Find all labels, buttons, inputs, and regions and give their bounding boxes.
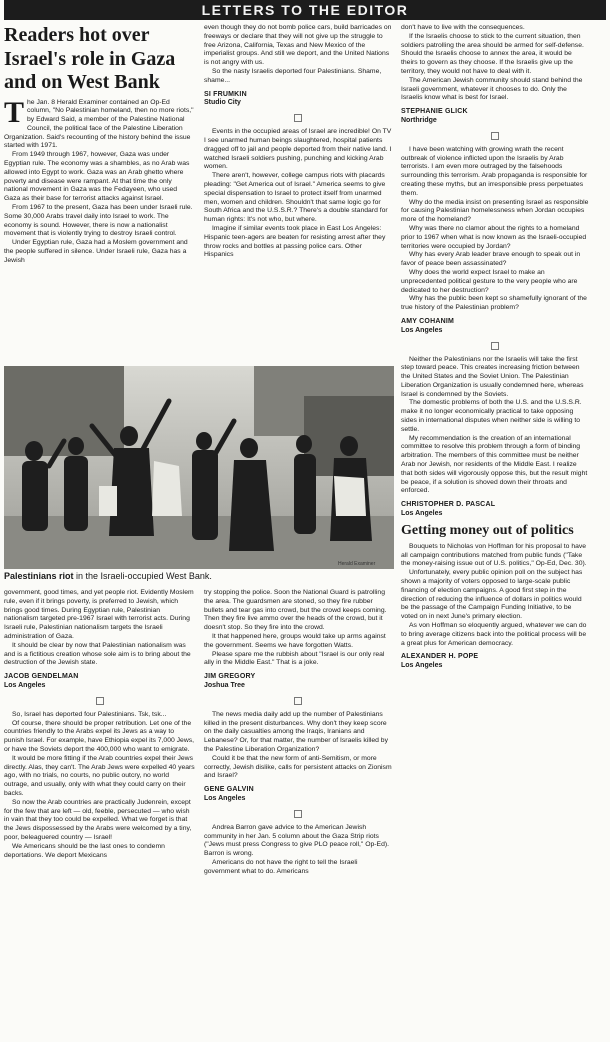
signature-name: SI FRUMKIN (204, 90, 247, 98)
section-banner: LETTERS TO THE EDITOR (4, 0, 606, 20)
letter-paragraph: Could it be that the new form of anti-Semitism, or more correctly, Jewish dislike, calls for persistent attacks on Zionism and Israel? (204, 754, 392, 780)
letter-paragraph: The domestic problems of both the U.S. and the U.S.S.R. make it no longer economically practical to take opposing sides in international disputes when neither side is willing to settle. (401, 399, 582, 433)
signature-city: Los Angeles (4, 681, 46, 689)
letter-paragraph: Imagine if similar events took place in East Los Angeles: Hispanic teen-agers are beaten for resisting arrest after they throw rocks and bottles at passing police cars. Other Hispanics (204, 224, 386, 259)
letter-paragraph: Of course, there should be proper retribution. Let one of the countries friendly to the Arabs expel its Jews as a way to punish Israel. For example, have Ethiopia expel its 7,000 Jews, or have the Soviets deport the 400,000 who want to emigrate. (4, 719, 195, 753)
letter-paragraph: The news media daily add up the number of Palestinians killed in the present disturbances. Why don't they keep score on the daily casualties among the Iraqis, Iranians and Lebanese? Or, for that matter, the number of Israelis killed by the Palestine Liberation Organization? (204, 710, 388, 753)
letter-paragraph: So, Israel has deported four Palestinians. Tsk, tsk... (12, 710, 167, 718)
letter-paragraph: Why has every Arab leader brave enough to speak out in favor of peace been assassinated? (401, 251, 581, 268)
letter-paragraph: Why does the world expect Israel to make an unprecedented political gesture to the very people who are dedicated to her destruction? (401, 268, 578, 294)
letter-paragraph: Americans do not have the right to tell the Israeli government what to do. Americans (204, 858, 358, 875)
letter-paragraph: Why has the public been kept so shamefully ignorant of the true history of the Palestinian problem? (401, 295, 587, 312)
signature-name: CHRISTOPHER D. PASCAL (401, 501, 496, 509)
photo-caption: Palestinians riot in the Israeli-occupied West Bank. (4, 571, 212, 581)
column-1-top (4, 24, 195, 266)
column-2-bottom (204, 589, 392, 877)
letter-paragraph: Andrea Barron gave advice to the American Jewish community in her Jan. 5 column about the Gaza Strip riots ("Jews must press Congress to give PLO peace roll," Op-Ed). Barron is wrong. (204, 823, 390, 858)
second-headline: Getting money out of politics (401, 522, 574, 538)
letter-paragraph: don't have to live with the consequences. (401, 24, 525, 31)
signature-city: Los Angeles (401, 510, 443, 518)
signature-name: ALEXANDER H. POPE (401, 653, 479, 661)
letter-paragraph: Neither the Palestinians nor the Israelis will take the first step toward peace. This creates increasing friction between the United States and the Soviet Union. The Palestinian Liberation Organization is usually condemned here, whereas Israel is condemned by the Soviets. (401, 355, 584, 398)
letter-paragraph: government, good times, and yet people riot. Evidently Moslem rule, even if it brings poverty, is preferred to Jewish, which brings good times. During Egyptian rule, Palestinian nationalism targeted pre-1967 Israel with terrorist acts. During Israeli rule, Palestinian nationalism targets the Israeli administration of Gaza. (4, 589, 194, 640)
letter-paragraph: Under Egyptian rule, Gaza had a Moslem government and the people suffered in silence. Under Israeli rule, Gaza has a Jewish (4, 239, 188, 264)
signature-city: Los Angeles (204, 794, 246, 802)
column-3 (401, 24, 589, 673)
letter-paragraph: Please spare me the rubbish about "Israel is our only real ally in the Middle East." That is a joke. (204, 650, 385, 667)
letter-paragraph: Events in the occupied areas of Israel are incredible! On TV I see unarmed human beings slaughtered, hospital patients dragged off to jail and people deported from their native land. I watched Israeli soldiers pushing, punching and kicking Arab women. (204, 128, 392, 171)
letter-paragraph: Why was there no clamor about the rights to a homeland prior to 1967 when what is now known as the Israeli-occupied territories were occupied by Jordan? (401, 224, 587, 250)
drop-cap: T (4, 95, 25, 129)
letter-separator (294, 810, 302, 818)
letter-separator (491, 132, 499, 140)
letter-paragraph: As von Hoffman so eloquently argued, whatever we can do to bring average citizens back into the political process will be a great plus for American democracy. (401, 622, 587, 647)
letter-separator (294, 697, 302, 705)
main-headline: Readers hot over Israel's role in Gaza and on West Bank (4, 24, 176, 93)
signature-name: AMY COHANIM (401, 317, 455, 325)
letter-paragraph: If the Israelis choose to stick to the current situation, then soldiers patrolling the area should be armed for self-defense. Should the Israelis choose to annex the area, it would be theirs to govern as they choose. If the Israelis give up the territory, they would not have to deal with it. (401, 32, 584, 75)
signature-city: Studio City (204, 99, 241, 107)
signature-city: Northridge (401, 116, 437, 124)
riot-photo (4, 366, 394, 569)
signature-name: JACOB GENDELMAN (4, 673, 79, 681)
letter-paragraph: From 1949 through 1967, however, Gaza was under Egyptian rule. The economy was a shambles, as no Arab was allowed into Egypt to work. Gaza was an Arab ghetto where poverty and disease were rampant. At that time the only national movement in Gaza was the Fedayeen, who used Gaza as their base for terrorist attacks against Israel. (4, 151, 190, 203)
signature-name: GENE GALVIN (204, 786, 254, 794)
letter-paragraph: The Jan. 8 Herald Examiner contained an Op-Ed column, "No Palestinian homeland, then no more riots," by Edward Said, a member of the Palestine National Council, the political face of the Palestine Liberation Organization. Said's recounting of the history behind the issue started with 1971. (4, 95, 194, 150)
letter-paragraph: Unfortunately, every public opinion poll on the subject has shown a majority of voters opposed to large-scale public financing of election campaigns. A good first step in the direction of reducing the influence of dollars in politics would be the passage of the Campaign Funding Initiative, to be voted on in next June's primary election. (401, 569, 583, 621)
letter-paragraph: The American Jewish community should stand behind the Israeli government, whatever it chooses to do. Only the Israelis know what is best for Israel. (401, 76, 583, 102)
letter-paragraph: Bouquets to Nicholas von Hoffman for his proposal to have all campaign contributions matched from public funds ("Take the money-raising issue out of U.S. politics," Op-Ed, Dec. 30). (401, 542, 587, 568)
column-1-bottom (4, 589, 195, 860)
signature-city: Joshua Tree (204, 681, 245, 689)
letter-separator (294, 114, 302, 122)
letter-paragraph: even though they do not bomb police cars, build barricades on freeways or declare that they will not give up the struggle to free Arizona, California, Texas and New Mexico of the imperialist groups. And still we deport, and the United Nations is not angry with us. (204, 24, 392, 67)
signature-city: Los Angeles (401, 326, 443, 334)
letter-separator (491, 342, 499, 350)
letter-paragraph: There aren't, however, college campus riots with placards pleading: "Get America out of Israel." America seems to give special dispensation to Israel to protect itself from unarmed men, women and children. Shouldn't that same logic go for South Africa and the U.S.S.R.? There's a double standard for human rights: It's not who, but where. (204, 172, 388, 224)
letter-paragraph: I have been watching with growing wrath the recent outbreak of violence inflicted upon the Israelis by Arab terrorists. I am even more outraged by the falsehoods surrounding this terrorism. Arab propaganda is responsible for creating these myths, but an irresponsible press perpetuates them. (401, 145, 588, 197)
letter-paragraph: try stopping the police. Soon the National Guard is patrolling the area. The guardsmen are stoned, so they fire rubber bullets and tear gas into crowd, but the crowd keeps coming. Then they fire live ammo over the heads of the crowd, but it doesn't stop. So they fire into the crowd. (204, 589, 387, 632)
letter-paragraph: It that happened here, groups would take up arms against the government. Seems we have forgotten Watts. (204, 632, 386, 649)
letter-paragraph: It would be more fitting if the Arab countries expel their Jews directly. Alas, they can't. The Arab Jews were expelled 40 years ago, with no trials, no courts, no public outcry, no world outrage, and usually, only with what they could carry on their backs. (4, 754, 195, 797)
letter-paragraph: Why do the media insist on presenting Israel as responsible for causing Palestinian homelessness when Jordan occupies more of the homeland? (401, 198, 589, 224)
letter-separator (96, 697, 104, 705)
letter-paragraph: It should be clear by now that Palestinian nationalism was and is a fictitious creation whose sole aim is to bring about the destruction of the Jewish state. (4, 641, 191, 667)
letter-paragraph: From 1967 to the present, Gaza has been under Israeli rule. Some 30,000 Arabs travel daily into Israel to work. The economy is sound. However, there is now a nationalist movement that is violently trying to destroy Israeli control. (4, 204, 193, 238)
signature-city: Los Angeles (401, 662, 443, 670)
signature-name: JIM GREGORY (204, 673, 256, 681)
photo-credit: Herald Examiner (338, 561, 376, 567)
photo-image (4, 366, 394, 569)
letter-paragraph: So the nasty Israelis deported four Palestinians. Shame, shame... (204, 67, 382, 84)
letter-paragraph: My recommendation is the creation of an international committee to resolve this problem through a form of binding arbitration. The members of this committee must be neither Arab nor Jewish, nor residents of the Middle East. I realize that both sides will vigorously oppose this, but the result might be peace, if a solution is shoved down their throats and enforced. (401, 434, 588, 495)
letter-paragraph: We Americans should be the last ones to condemn deportations. We deport Mexicans (4, 842, 165, 859)
column-2-top (204, 24, 392, 260)
letter-paragraph: So now the Arab countries are practically Judenrein, except for the few that are left — old, feeble, persecuted — who wish in vain that they too could be expelled. What we forget is that the Jews dispossessed by the Arabs were welcomed by a tiny, poor, beleaguered country — Israel! (4, 798, 192, 841)
signature-name: STEPHANIE GLICK (401, 108, 468, 116)
